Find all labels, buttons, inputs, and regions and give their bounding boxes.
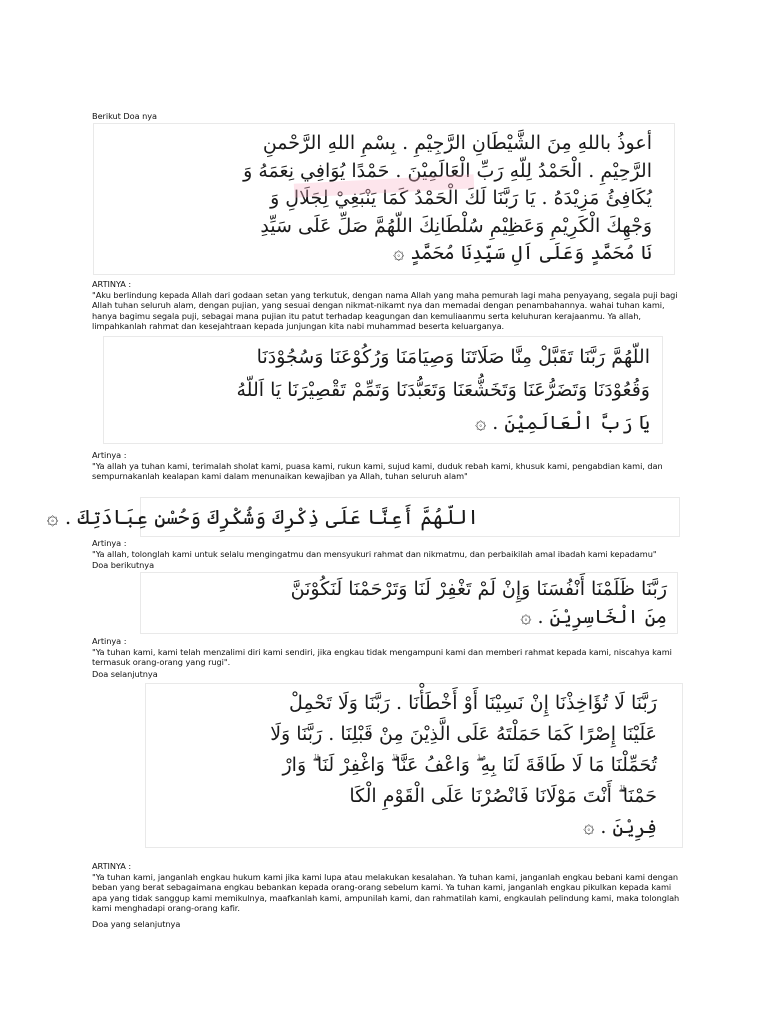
arabic-prayer-image-5	[145, 683, 683, 848]
arabic-prayer-image-4	[140, 572, 678, 634]
arabic-prayer-image-3	[46, 497, 680, 537]
label-artinya-5: ARTINYA :	[92, 861, 132, 871]
arabic-line: وَقُعُوْدَنَا وَتَضَرُّعَنَا وَتَخَشُّعَنَا وَتَعَبُّدَنَا وَتَمِّمْ تَقْصِيْرَنَا يَا اَللّهُ	[236, 379, 650, 401]
arabic-line: فِرِيْنَ . ۞	[583, 816, 657, 838]
label-artinya-4: Artinya :	[92, 636, 127, 646]
arabic-line: اللّهُمَّ أَعِنَّا عَلَى ذِكْرِكَ وَشُكْرِكَ وَحُسْنِ عِبَادَتِكَ . ۞	[46, 505, 479, 529]
arabic-line: أعوذُ باللهِ مِنَ الشَّيْطَانِ الرَّجِيْمِ . بِسْمِ اللهِ الرَّحْمنِ	[262, 132, 652, 154]
arabic-line: نَا مُحَمَّدٍ وَعَلَى اَلِ سَيِّدِنَا مُحَمَّدٍ ۞	[393, 242, 652, 264]
label-artinya-1: ARTINYA :	[92, 279, 132, 289]
meaning-3: "Ya allah, tolonglah kami untuk selalu mengingatmu dan mensyukuri rahmat dan nikmatmu, dan perbaikilah amal ibadah kami kepadamu"	[92, 549, 657, 559]
arabic-prayer-image-2	[103, 336, 663, 444]
arabic-line: مِنَ الْخَاسِرِيْنَ . ۞	[520, 606, 667, 628]
arabic-line: رَبَّنَا لَا تُؤَاخِذْنَا إِنْ نَسِيْنَا أَوْ أَخْطَأْنَا . رَبَّنَا وَلَا تَحْمِلْ	[288, 692, 657, 714]
label-artinya-2: Artinya :	[92, 450, 127, 460]
meaning-1: "Aku berlindung kepada Allah dari godaan setan yang terkutuk, dengan nama Allah yang maha pemurah lagi maha penyayang, segala puji bagi Allah tuhan seluruh alam, dengan pujian, yang sesuai dengan nikmat-nikamt nya dan memadai dengan penambahannya. wahai tuhan kami, hanya bagimu segala puji, sebagai mana pujian itu patut terhadap keagungan dan kemuliaanmu serta keluhuran kerajaanmu. Ya allah, limpahkanlah rahmat dan kesejahtraan kepada junjungan kita nabi muhammad beserta keluarganya.	[92, 290, 678, 332]
arabic-prayer-image-1	[93, 123, 675, 275]
label-artinya-3: Artinya :	[92, 538, 127, 548]
next-doa-label-5: Doa yang selanjutnya	[92, 919, 181, 929]
arabic-line: اللّهُمَّ رَبَّنَا تَقَبَّلْ مِنَّا صَلَاتَنَا وَصِيَامَنَا وَرُكُوْعَنَا وَسُجُوْدَنَا	[256, 346, 650, 368]
next-doa-label-4: Doa selanjutnya	[92, 669, 158, 679]
arabic-line: وَجْهِكَ الْكَرِيْمِ وَعَظِيْمِ سُلْطَانِكَ اللّهُمَّ صَلِّ عَلَى سَيِّدِ	[260, 214, 652, 237]
arabic-line: تُحَمِّلْنَا مَا لَا طَاقَةَ لَنَا بِهِ ۖ وَاعْفُ عَنَّا ۗ وَاغْفِرْ لَنَا ۗ وَارْ	[282, 754, 657, 776]
arabic-line: يُكَافِئُ مَزِيْدَهُ . يَا رَبَّنَا لَكَ الْحَمْدُ كَمَا يَنْبَغِيْ لِجَلَالِ وَ	[270, 187, 652, 209]
next-doa-label-3: Doa berikutnya	[92, 560, 155, 570]
arabic-line: حَمْنَا ۗ أَنْتَ مَوْلَانَا فَانْصُرْنَا عَلَى الْقَوْمِ الْكَا	[349, 785, 657, 807]
arabic-line: الرَّحِيْمِ . الْحَمْدُ لِلّهِ رَبِّ الْعَالَمِيْنَ . حَمْدًا يُوَافِي نِعَمَهُ وَ	[243, 159, 652, 182]
meaning-4: "Ya tuhan kami, kami telah menzalimi diri kami sendiri, jika engkau tidak mengampuni kami dan memberi rahmat kepada kami, niscahya kami termasuk orang-orang yang rugi".	[92, 647, 672, 668]
meaning-2: "Ya allah ya tuhan kami, terimalah sholat kami, puasa kami, rukun kami, sujud kami, duduk rebah kami, khusuk kami, pengabdian kami, dan sempurnakanlah kealapan kami dalam menunaikan kewajiban ya Allah, tuhan seluruh alam"	[92, 461, 663, 482]
arabic-line: عَلَيْنَا إِصْرًا كَمَا حَمَلْتَهُ عَلَى الَّذِيْنَ مِنْ قَبْلِنَا . رَبَّنَا وَلَا	[270, 723, 657, 745]
intro-text: Berikut Doa nya	[92, 111, 158, 121]
meaning-5: "Ya tuhan kami, janganlah engkau hukum kami jika kami lupa atau melakukan kesalahan. Ya tuhan kami, janganlah engkau bebani kami dengan beban yang berat sebagaimana engkau bebankan kepada orang-orang sebelum kami. Ya tuhan kami, janganlah engkau pikulkan kepada kami apa yang tidak sanggup kami memikulnya, maafkanlah kami, ampunilah kami, dan rahmatilah kami, engkaulah pelindung kami, maka tolonglah kami menghadapi orang-orang kafir.	[92, 872, 680, 914]
arabic-line: يَا رَبَّ الْعَالَمِيْنَ . ۞	[475, 412, 650, 434]
arabic-line: رَبَّنَا ظَلَمْنَا أَنْفُسَنَا وَإِنْ لَمْ تَغْفِرْ لَنَا وَتَرْحَمْنَا لَنَكُوْنَنَّ	[290, 578, 667, 600]
